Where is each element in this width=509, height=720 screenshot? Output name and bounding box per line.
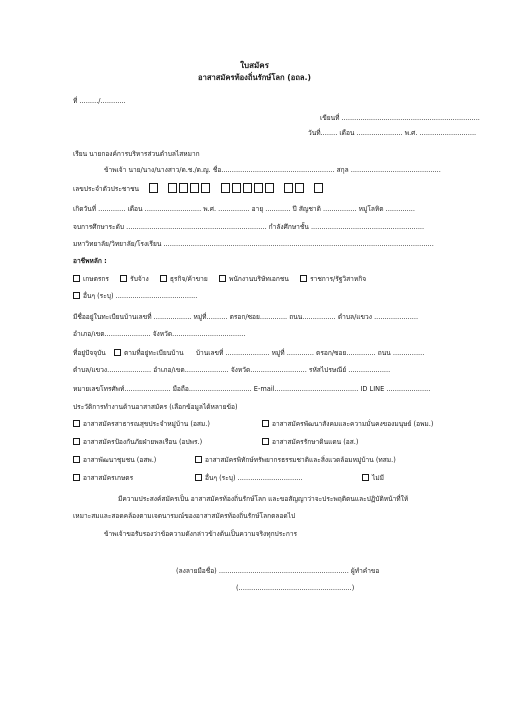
- same-as-registered-option[interactable]: ตามที่อยู่ทะเบียนบ้าน: [114, 349, 184, 357]
- contact-field[interactable]: หมายเลขโทรศัพท์...................... มือถือ.............................. E-mail........................................ ID LINE .....................: [73, 385, 431, 393]
- checkbox-icon: [160, 275, 167, 282]
- form-subtitle: อาสาสมัครท้องถิ่นรักษ์โลก (อถล.): [198, 73, 311, 82]
- form-title: ใบสมัคร: [240, 61, 269, 70]
- national-id-group-3[interactable]: [221, 183, 276, 194]
- volunteer-option-opm[interactable]: อาสาสมัครพัฒนาสังคมและความมั่นคงของมนุษย์ (อพม.): [262, 420, 433, 429]
- checkbox-icon: [300, 275, 307, 282]
- national-id-group-4[interactable]: [284, 183, 306, 194]
- checkbox-icon: [219, 275, 226, 282]
- checkbox-icon: [114, 349, 121, 356]
- checkbox-icon: [73, 456, 80, 463]
- current-district-field[interactable]: ตำบล/แขวง..................... อำเภอ/เขต..................... จังหวัด........................... รหัสไปรษณีย์ ....................: [73, 366, 391, 374]
- signature-name-field[interactable]: (......................................................): [236, 584, 355, 592]
- checkbox-icon: [73, 420, 80, 427]
- date-field[interactable]: วันที่........ เดือน ...................... พ.ศ. ...........................: [308, 129, 477, 137]
- checkbox-icon: [73, 438, 80, 445]
- national-id-group-5[interactable]: [314, 183, 325, 194]
- occupation-option-other[interactable]: อื่นๆ (ระบุ) .......................................: [73, 292, 197, 301]
- salutation: เรียน นายกองค์การบริหารส่วนตำบลไสหมาก: [73, 150, 200, 158]
- checkbox-icon: [262, 438, 269, 445]
- volunteer-option-osm[interactable]: อาสาสมัครสาธารณสุขประจำหมู่บ้าน (อสม.): [73, 420, 210, 429]
- occupation-option-hired[interactable]: รับจ้าง: [120, 275, 149, 283]
- national-id-row: [73, 183, 331, 194]
- volunteer-option-other[interactable]: อื่นๆ (ระบุ) ...............................: [195, 474, 303, 483]
- occupation-option-business[interactable]: ธุรกิจ/ค้าขาย: [160, 275, 208, 283]
- written-at-field[interactable]: เขียนที่ ..................................................................: [320, 114, 480, 122]
- occupation-option-private-employee[interactable]: พนักงานบริษัทเอกชน: [219, 275, 289, 283]
- national-id-group-2[interactable]: [168, 183, 212, 194]
- occupation-options: [73, 275, 366, 284]
- signature-field[interactable]: (ลงลายมือชื่อ) .............................................................. ผู้ทำคำขอ: [176, 567, 380, 575]
- university-field[interactable]: มหาวิทยาลัย/วิทยาลัย/โรงเรียน .................................................................................................................................: [73, 240, 434, 248]
- registered-district-field[interactable]: อำเภอ/เขต...................... จังหวัด...................................: [73, 330, 246, 338]
- current-address-row: [73, 349, 424, 358]
- checkbox-icon: [362, 474, 369, 481]
- checkbox-icon: [120, 275, 127, 282]
- name-field[interactable]: ข้าพเจ้า นาย/นาง/นางสาว/ด.ช./ด.ญ. ชื่อ...................................................... สกุล ...........................................: [104, 166, 441, 174]
- national-id-group-1[interactable]: [149, 183, 160, 194]
- occupation-option-government[interactable]: ราชการ/รัฐวิสาหกิจ: [300, 275, 366, 283]
- birth-field[interactable]: เกิดวันที่ ............. เดือน ........................... พ.ศ. ............... อายุ ............ ปี สัญชาติ ................ หมู่โลหิต ..............: [73, 205, 415, 213]
- intent-statement-continued: เหมาะสมและสอดคล้องตามเจตนารมณ์ของอาสาสมัครท้องถิ่นรักษ์โลกตลอดไป: [73, 512, 296, 520]
- national-id-label: เลขประจำตัวประชาชน: [73, 185, 140, 193]
- checkbox-icon: [73, 474, 80, 481]
- volunteer-history-label: ประวัติการทำงานด้านอาสาสมัคร (เลือกข้อมูลได้หลายข้อ): [73, 403, 238, 411]
- checkbox-icon: [195, 456, 202, 463]
- volunteer-option-agriculture[interactable]: อาสาสมัครเกษตร: [73, 474, 133, 483]
- certification-statement: ข้าพเจ้าขอรับรองว่าข้อความดังกล่าวข้างต้นเป็นความจริงทุกประการ: [104, 530, 298, 538]
- intent-statement: มีความประสงค์สมัครเป็น อาสาสมัครท้องถิ่นรักษ์โลก และขอสัญญาว่าจะประพฤติตนและปฏิบัติหน้าที่ให้: [118, 495, 409, 503]
- volunteer-option-tsm[interactable]: อาสาสมัครพิทักษ์ทรัพยากรธรรมชาติและสิ่งแวดล้อมหมู่บ้าน (ทสม.): [195, 456, 396, 465]
- document-number: ที่ ........./............: [73, 97, 126, 105]
- checkbox-icon: [195, 474, 202, 481]
- education-field[interactable]: จบการศึกษาระดับ ................................................................... กำลังศึกษาชั้น ......................................................: [73, 223, 425, 231]
- registered-address-field[interactable]: มีชื่ออยู่ในทะเบียนบ้านเลขที่ .................. หมู่ที่.......... ตรอก/ซอย............. ถนน................ ตำบล/แขวง .....................: [73, 313, 419, 321]
- volunteer-option-os[interactable]: อาสาสมัครรักษาดินแดน (อส.): [262, 438, 358, 447]
- volunteer-option-ospp[interactable]: อาสาพัฒนาชุมชน (อสพ.): [73, 456, 156, 465]
- checkbox-icon: [73, 292, 80, 299]
- volunteer-option-none[interactable]: ไม่มี: [362, 474, 384, 483]
- checkbox-icon: [262, 420, 269, 427]
- current-address-label: ที่อยู่ปัจจุบัน: [73, 349, 106, 357]
- checkbox-icon: [73, 275, 80, 282]
- occupation-option-farmer[interactable]: เกษตรกร: [73, 275, 109, 283]
- occupation-label: อาชีพหลัก :: [73, 257, 107, 265]
- current-address-field[interactable]: บ้านเลขที่ ..................... หมู่ที่ ............. ตรอก/ซอย.............. ถนน ...............: [195, 349, 425, 357]
- volunteer-option-oppr[interactable]: อาสาสมัครป้องกันภัยฝ่ายพลเรือน (อปพร.): [73, 438, 202, 447]
